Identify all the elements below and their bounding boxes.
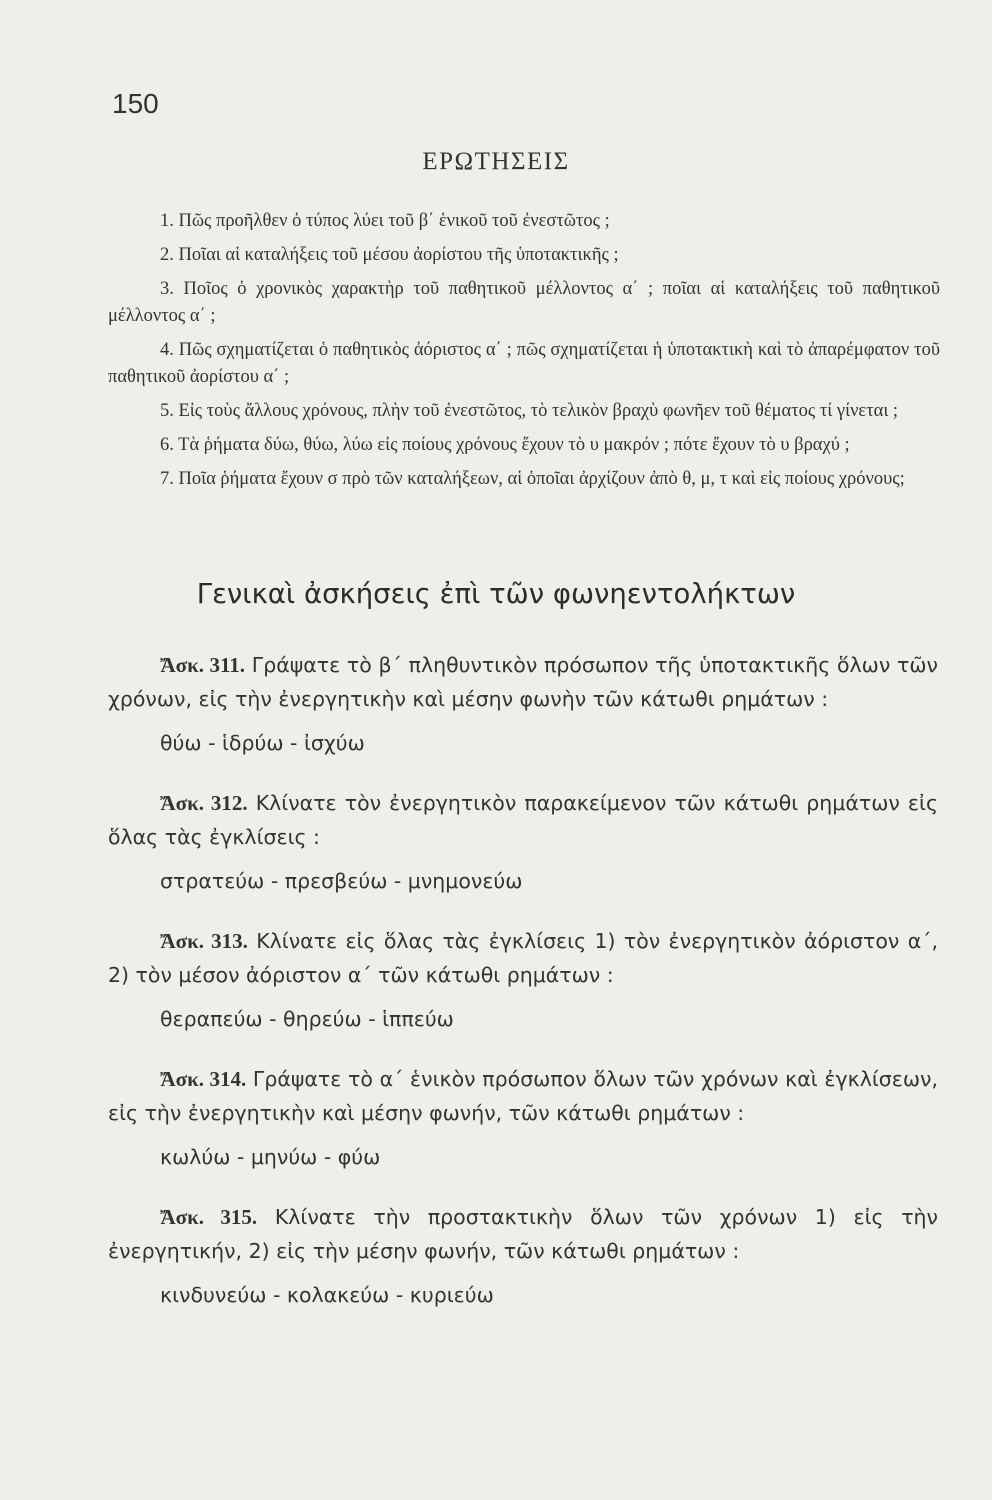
question-item: 1. Πῶς προῆλθεν ὁ τύπος λύει τοῦ β΄ ἑνικοῦ τοῦ ἐνεστῶτος ; — [160, 211, 610, 231]
exercise-number: Ἄσκ. 314. — [160, 1067, 247, 1091]
question-item: 2. Ποῖαι αἱ καταλήξεις τοῦ μέσου ἀορίστου τῆς ὑποτακτικῆς ; — [160, 245, 619, 265]
exercise-instruction — [108, 648, 938, 716]
exercise-312 — [108, 786, 938, 898]
exercise-number: Ἄσκ. 313. — [160, 929, 248, 953]
exercise-instruction — [108, 1062, 938, 1130]
questions-list — [108, 208, 940, 500]
exercises-heading: Γενικαὶ ἀσκήσεις ἐπὶ τῶν φωνηεντολήκτων — [196, 578, 796, 610]
exercise-instruction — [108, 786, 938, 854]
exercise-verbs: κινδυνεύω - κολακεύω - κυριεύω — [160, 1283, 494, 1307]
exercise-text: Γράψατε τὸ α΄ ἑνικὸν πρόσωπον ὅλων τῶν χρόνων καὶ ἐγκλίσεων, εἰς τὴν ἐνεργητικὴν καὶ μέσην φωνήν, τῶν κάτωθι ρημάτων : — [108, 1067, 938, 1125]
exercise-instruction — [108, 924, 938, 992]
questions-heading: ΕΡΩΤΗΣΕΙΣ — [422, 148, 570, 175]
exercise-311 — [108, 648, 938, 760]
question-item: 5. Εἰς τοὺς ἄλλους χρόνους, πλὴν τοῦ ἐνεστῶτος, τὸ τελικὸν βραχὺ φωνῆεν τοῦ θέματος τί γίνεται ; — [160, 401, 899, 421]
question-item: 6. Τὰ ῥήματα δύω, θύω, λύω εἰς ποίους χρόνους ἔχουν τὸ υ μακρόν ; πότε ἔχουν τὸ υ βραχύ ; — [160, 435, 850, 455]
question-item: 3. Ποῖος ὁ χρονικὸς χαρακτὴρ τοῦ παθητικοῦ μέλλοντος α΄ ; ποῖαι αἱ καταλήξεις τοῦ παθητικοῦ μέλλοντος α΄ ; — [108, 279, 940, 326]
exercise-verbs: θεραπεύω - θηρεύω - ἱππεύω — [160, 1007, 454, 1031]
page-number: 150 — [112, 88, 159, 119]
exercise-number: Ἄσκ. 312. — [160, 791, 248, 815]
exercise-number: Ἄσκ. 311. — [160, 653, 246, 677]
exercise-verbs: θύω - ἱδρύω - ἰσχύω — [160, 731, 365, 755]
exercises-list — [108, 648, 938, 1338]
question-item: 4. Πῶς σχηματίζεται ὁ παθητικὸς ἀόριστος α΄ ; πῶς σχηματίζεται ἡ ὑποτακτικὴ καὶ τὸ ἀπαρέμφατον τοῦ παθητικοῦ ἀορίστου α΄ ; — [108, 340, 940, 387]
exercise-instruction — [108, 1200, 938, 1268]
exercise-text: Κλίνατε τὸν ἐνεργητικὸν παρακείμενον τῶν κάτωθι ρημάτων εἰς ὅλας τὰς ἐγκλίσεις : — [108, 791, 938, 849]
exercise-314 — [108, 1062, 938, 1174]
exercise-number: Ἄσκ. 315. — [160, 1205, 258, 1229]
exercise-verbs: στρατεύω - πρεσβεύω - μνημονεύω — [160, 869, 523, 893]
exercise-text: Κλίνατε εἰς ὅλας τὰς ἐγκλίσεις 1) τὸν ἐνεργητικὸν ἀόριστον α΄, 2) τὸν μέσον ἀόριστον α΄ τῶν κάτωθι ρημάτων : — [108, 929, 938, 987]
exercise-text: Κλίνατε τὴν προστακτικὴν ὅλων τῶν χρόνων 1) εἰς τὴν ἐνεργητικήν, 2) εἰς τὴν μέσην φωνήν, τῶν κάτωθι ρημάτων : — [108, 1205, 938, 1263]
exercise-315 — [108, 1200, 938, 1312]
exercise-verbs: κωλύω - μηνύω - φύω — [160, 1145, 381, 1169]
exercise-313 — [108, 924, 938, 1036]
exercise-text: Γράψατε τὸ β΄ πληθυντικὸν πρόσωπον τῆς ὑποτακτικῆς ὅλων τῶν χρόνων, εἰς τὴν ἐνεργητικὴν καὶ μέσην φωνὴν τῶν κάτωθι ρημάτων : — [108, 653, 938, 711]
question-item: 7. Ποῖα ῥήματα ἔχουν σ πρὸ τῶν καταλήξεων, αἱ ὁποῖαι ἀρχίζουν ἀπὸ θ, μ, τ καὶ εἰς ποίους χρόνους; — [160, 469, 905, 489]
